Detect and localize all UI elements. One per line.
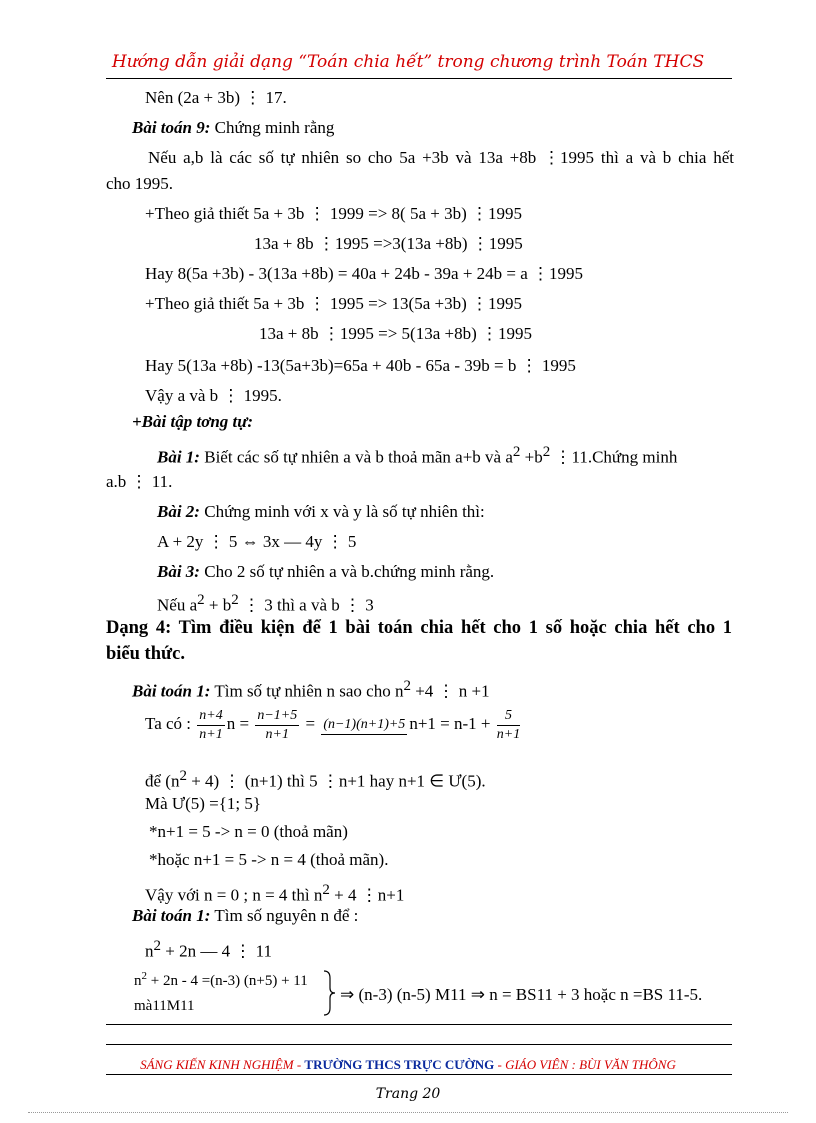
problem-heading: [132, 906, 358, 926]
problem-heading: [132, 118, 334, 138]
brace-icon: [322, 970, 336, 1016]
numerator: 5: [497, 707, 520, 726]
text-line: Nên (2a + 3b) ⋮ 17.: [145, 88, 287, 107]
exponent: 2: [179, 768, 187, 784]
exponent: 2: [153, 938, 161, 954]
problem-text: Tìm số tự nhiên n sao cho n: [214, 681, 404, 701]
text-line: [145, 936, 272, 962]
exponent: 2: [512, 444, 521, 460]
exponent: 2: [322, 882, 330, 898]
text-line: 13a + 8b ⋮1995 =>3(13a +8b) ⋮1995: [254, 234, 523, 253]
exercise-1: [157, 442, 677, 468]
numerator: (n−1)(n+1)+5: [321, 716, 407, 735]
fraction-equation: [145, 704, 522, 744]
exercise-text: ⋮11.Chứng minh: [550, 447, 678, 467]
problem-text: Chứng minh rằng: [214, 118, 335, 137]
text-line: ⇒ (n-3) (n-5) M11 ⇒ n = BS11 + 3 hoặc n =BS 11-5.: [340, 985, 703, 1004]
text-line: 13a + 8b ⋮1995 => 5(13a +8b) ⋮1995: [259, 324, 533, 343]
text-line: mà11M11: [134, 998, 195, 1014]
text-span: n+1 = n-1 +: [409, 714, 491, 733]
text-span: Nếu a: [157, 595, 198, 615]
page-footer: [0, 1057, 816, 1073]
footer-bottom-rule: [106, 1074, 732, 1075]
exercise-text: Chứng minh với x và y là số tự nhiên thì:: [204, 502, 485, 521]
text-span: Ta có :: [145, 714, 192, 733]
text-line: Mà Ư(5) ={1; 5}: [145, 794, 262, 813]
footer-school: TRƯỜNG THCS TRỰC CƯỜNG: [304, 1057, 495, 1072]
text-span: + 4) ⋮ (n+1) thì 5 ⋮n+1 hay n+1 ∈ Ư(5).: [186, 771, 486, 791]
section-heading: Dạng 4: Tìm điều kiện để 1 bài toán chia hết cho 1 số hoặc chia hết cho 1: [106, 618, 732, 638]
text-line: [157, 590, 374, 616]
text-line: Vậy a và b ⋮ 1995.: [145, 386, 282, 405]
fraction: [321, 716, 407, 735]
text-span: n: [134, 973, 142, 989]
text-span: n: [145, 941, 154, 961]
page-header: Hướng dẫn giải dạng “Toán chia hết” trong chương trình Toán THCS: [111, 52, 705, 72]
text-span: để (n: [145, 771, 180, 791]
numerator: n+4: [197, 707, 224, 726]
problem-label: Bài toán 1:: [132, 681, 211, 701]
exercise-label: Bài 2:: [157, 502, 200, 521]
text-line: [134, 966, 308, 991]
text-span: ⋮ 3 thì a và b ⋮ 3: [238, 595, 374, 615]
text-line: cho 1995.: [106, 174, 174, 193]
exercise-heading: +Bài tập tơng tự:: [132, 412, 254, 431]
exponent: 2: [542, 444, 551, 460]
text-line: *n+1 = 5 -> n = 0 (thoả mãn): [149, 822, 348, 841]
page-number: Trang 20: [375, 1086, 441, 1102]
exponent: 2: [141, 970, 147, 982]
text-span: n =: [226, 714, 250, 733]
header-rule: [106, 78, 732, 79]
denominator: n+1: [496, 726, 521, 742]
fraction: [197, 707, 224, 744]
text-line: Hay 8(5a +3b) - 3(13a +8b) = 40a + 24b - 39a + 24b = a ⋮1995: [145, 264, 584, 283]
footer-top-rule: [106, 1044, 732, 1045]
exercise-2: [157, 502, 485, 522]
exercise-3: [157, 562, 494, 582]
text-line: [145, 880, 404, 906]
text-line: a.b ⋮ 11.: [106, 472, 173, 491]
problem-text: Tìm số nguyên n để :: [214, 906, 359, 925]
text-span: + b: [204, 595, 232, 615]
divider: [106, 1024, 732, 1025]
denominator: n+1: [265, 726, 289, 742]
text-span: + 4 ⋮n+1: [329, 885, 405, 905]
footer-text: SÁNG KIẾN KINH NGHIỆM -: [140, 1057, 302, 1072]
exercise-text: +b: [520, 447, 543, 467]
text-line: +Theo giả thiết 5a + 3b ⋮ 1995 => 13(5a +3b) ⋮1995: [145, 294, 523, 313]
fraction: [497, 707, 520, 744]
text-line: Hay 5(13a +8b) -13(5a+3b)=65a + 40b - 65a - 39b = b ⋮ 1995: [145, 356, 576, 375]
denominator: n+1: [199, 726, 223, 742]
fraction: [255, 707, 299, 744]
exponent: 2: [231, 592, 239, 608]
numerator: n−1+5: [255, 707, 299, 726]
footer-teacher: - GIÁO VIÊN : BÙI VĂN THÔNG: [497, 1057, 676, 1072]
exercise-text: Biết các số tự nhiên a và b thoả mãn a+b và a: [204, 447, 513, 467]
exercise-label: Bài 3:: [157, 562, 200, 581]
exercise-text: Cho 2 số tự nhiên a và b.chứng minh rằng.: [204, 562, 495, 581]
exponent: 2: [403, 678, 411, 694]
text-span: + 2n — 4 ⋮ 11: [161, 941, 272, 961]
problem-heading: [132, 676, 490, 702]
text-span: Vậy với n = 0 ; n = 4 thì n: [145, 885, 323, 905]
text-line: [145, 766, 486, 792]
text-span: + 2n - 4 =(n-3) (n+5) + 11: [147, 973, 308, 989]
text-line: A + 2y ⋮ 5 ⇔ 3x — 4y ⋮ 5: [157, 532, 357, 551]
problem-text: +4 ⋮ n +1: [410, 681, 490, 701]
text-line: *hoặc n+1 = 5 -> n = 4 (thoả mãn).: [149, 850, 389, 869]
section-heading: biểu thức.: [106, 644, 185, 664]
exponent: 2: [197, 592, 205, 608]
text-line: +Theo giả thiết 5a + 3b ⋮ 1999 => 8( 5a + 3b) ⋮1995: [145, 204, 523, 223]
exercise-label: Bài 1:: [157, 447, 200, 467]
text-span: =: [305, 714, 316, 733]
problem-label: Bài toán 1:: [132, 906, 211, 925]
problem-label: Bài toán 9:: [132, 118, 211, 137]
text-line: Nếu a,b là các số tự nhiên so cho 5a +3b và 13a +8b ⋮1995 thì a và b chia hết: [148, 148, 734, 167]
page-break: [28, 1112, 788, 1113]
